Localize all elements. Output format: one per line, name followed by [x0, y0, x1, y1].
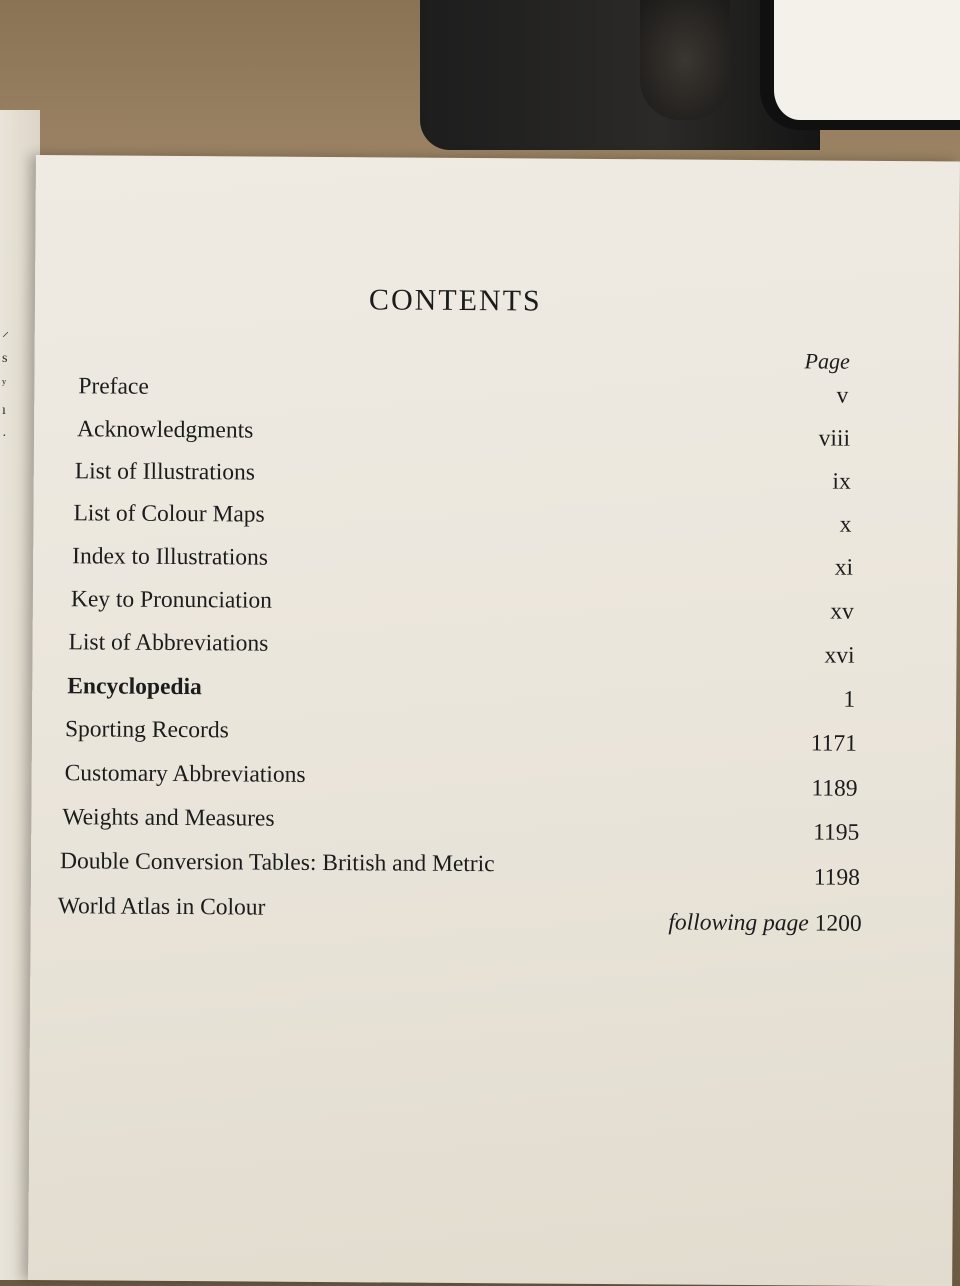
toc-entry-title: List of Colour Maps: [73, 500, 265, 528]
toc-entry-title: Index to Illustrations: [72, 543, 269, 571]
toc-entry-page: 1: [843, 686, 856, 713]
toc-entry: [34, 416, 934, 456]
toc-entry-page: 1198: [813, 864, 861, 891]
toc-entry: [33, 543, 933, 583]
toc-entry-page-group: [668, 909, 861, 937]
toc-entry-title: Customary Abbreviations: [64, 760, 306, 788]
book-page: [28, 155, 960, 1286]
toc-entry: [33, 500, 933, 540]
book-spine-background: [640, 0, 730, 120]
toc-entry: [31, 848, 931, 891]
toc-entry: [31, 893, 931, 937]
toc-entry-title: List of Illustrations: [74, 458, 256, 486]
facing-page-glyphs: ⸝ s ʸ ı ·: [2, 325, 9, 444]
toc-entry: [32, 760, 932, 800]
white-card-background: [760, 0, 960, 130]
toc-entry-title: Key to Pronunciation: [70, 586, 273, 614]
toc-entry-page: xi: [834, 554, 854, 581]
toc-entry-page: 1189: [811, 775, 858, 802]
toc-entry-title: Weights and Measures: [62, 804, 275, 832]
toc-entry-title: List of Abbreviations: [68, 629, 269, 657]
toc-entry-title: Preface: [78, 373, 149, 400]
toc-entry-page: x: [839, 511, 852, 538]
toc-entry-title: Sporting Records: [64, 716, 229, 744]
page-title: CONTENTS: [368, 283, 542, 318]
toc-entry: [34, 458, 934, 498]
toc-entry: [32, 673, 932, 713]
toc-entry-page: ix: [832, 468, 851, 495]
toc-entry-title: Double Conversion Tables: British and Metric: [59, 848, 495, 878]
toc-entry: [34, 373, 934, 413]
show-through-text: [325, 262, 334, 343]
toc-entry: [31, 804, 931, 844]
toc-entry: [32, 716, 932, 756]
page-column-label: Page: [804, 348, 850, 374]
toc-entry-page: 1171: [810, 730, 858, 757]
toc-entry-page: xv: [830, 598, 854, 625]
toc-entry-title: Acknowledgments: [76, 416, 254, 444]
toc-entry-page: xvi: [824, 642, 855, 669]
toc-entry-page: viii: [818, 425, 851, 452]
toc-entry-page: v: [836, 382, 849, 409]
toc-entry: [33, 586, 933, 626]
toc-entry-title: World Atlas in Colour: [57, 893, 266, 921]
toc-entry: [32, 629, 932, 669]
toc-entry-title: Encyclopedia: [67, 673, 202, 701]
toc-entry-page-prefix: following page: [668, 909, 809, 937]
toc-entry-page: 1195: [813, 819, 860, 846]
toc-entry-page: 1200: [814, 910, 862, 937]
